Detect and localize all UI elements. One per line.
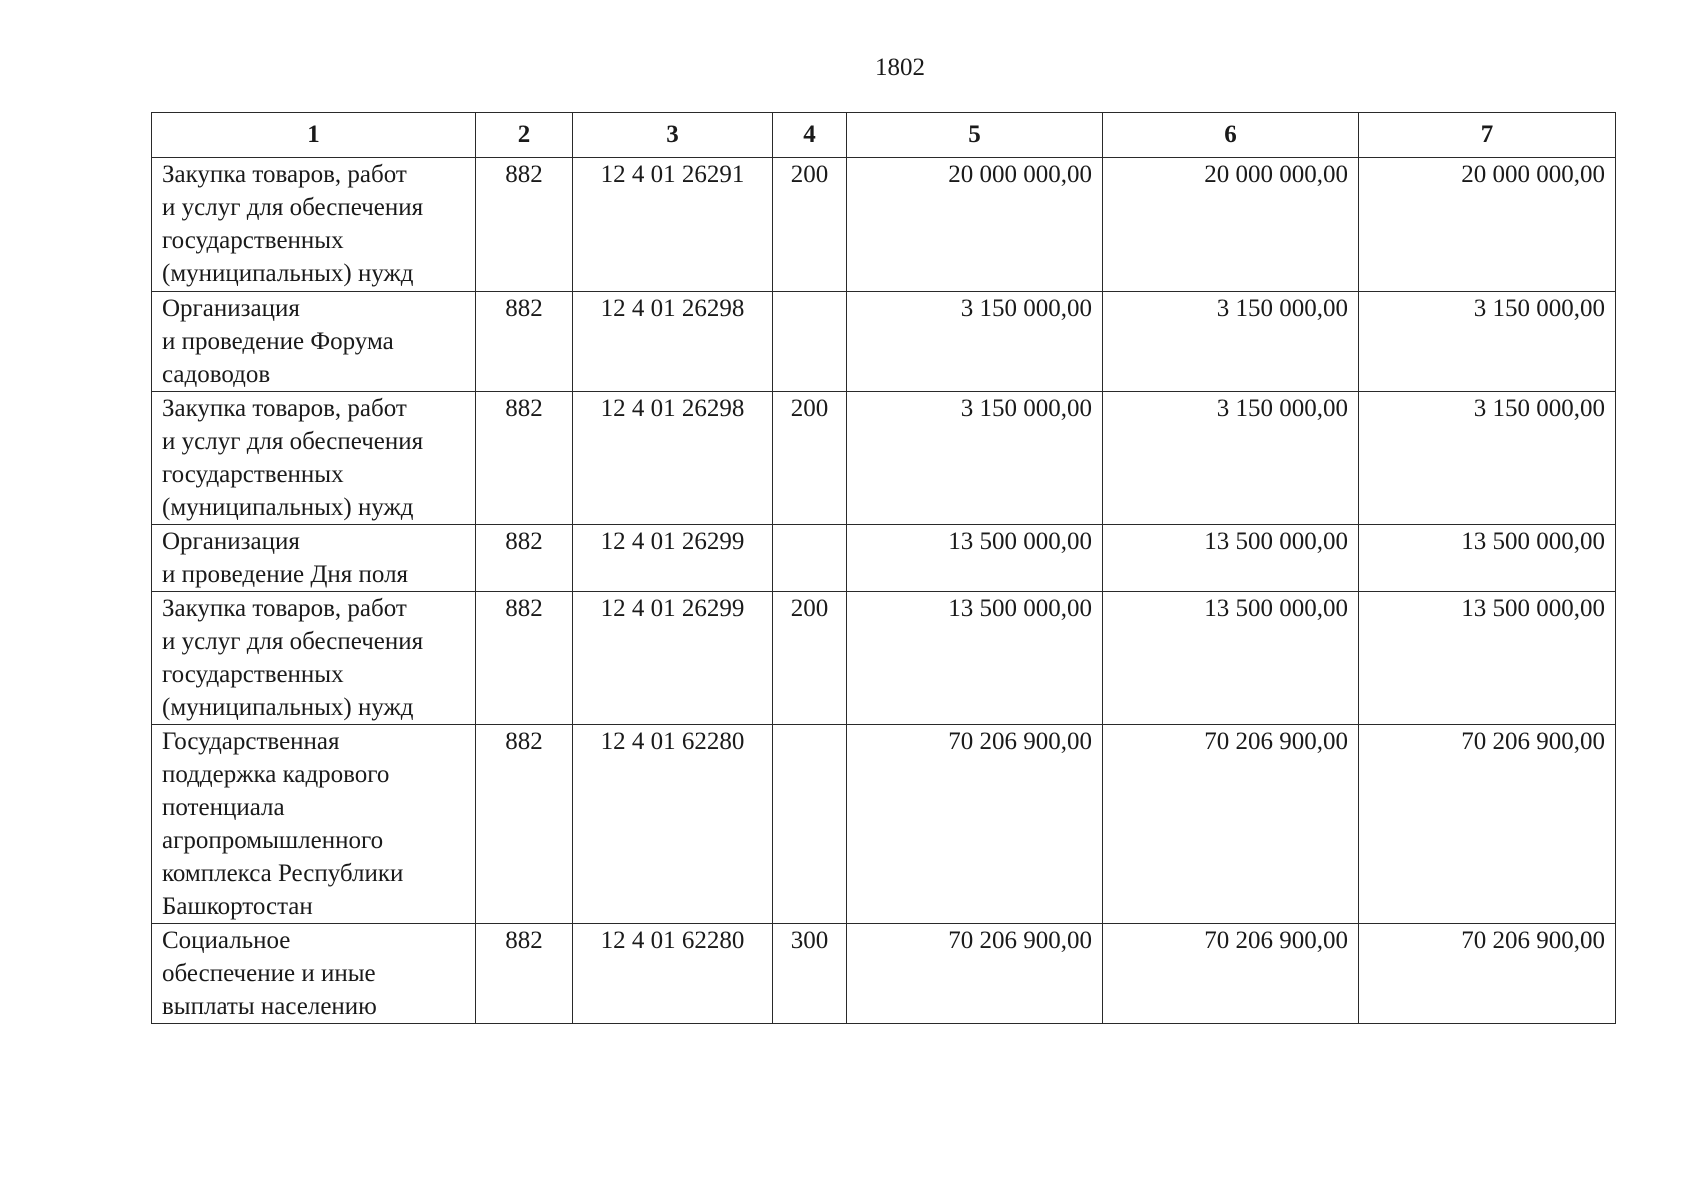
expense-type-cell: 200 <box>773 158 847 292</box>
column-header: 5 <box>847 113 1103 158</box>
table-row <box>152 525 1616 592</box>
description-line: Организация <box>162 295 300 322</box>
amount-year2-cell: 13 500 000,00 <box>1103 525 1359 592</box>
page-number: 1802 <box>875 54 925 81</box>
amount-year1-cell: 70 206 900,00 <box>847 725 1103 924</box>
description-line: Социальное <box>162 927 291 954</box>
description-line: государственных <box>162 227 344 254</box>
table-row <box>152 392 1616 525</box>
row-description <box>152 924 476 1024</box>
target-article-cell: 12 4 01 26291 <box>573 158 773 292</box>
description-line: (муниципальных) нужд <box>162 494 414 521</box>
column-header: 1 <box>152 113 476 158</box>
description-line: государственных <box>162 661 344 688</box>
description-line: Закупка товаров, работ <box>162 395 407 422</box>
row-description <box>152 592 476 725</box>
expense-type-cell <box>773 525 847 592</box>
ministry-code-cell: 882 <box>476 725 573 924</box>
table-row <box>152 292 1616 392</box>
amount-year2-cell: 70 206 900,00 <box>1103 725 1359 924</box>
ministry-code-cell: 882 <box>476 592 573 725</box>
description-line: Закупка товаров, работ <box>162 161 407 188</box>
amount-year2-cell: 3 150 000,00 <box>1103 292 1359 392</box>
amount-year3-cell: 13 500 000,00 <box>1359 525 1616 592</box>
description-line: и услуг для обеспечения <box>162 428 424 455</box>
amount-year3-cell: 70 206 900,00 <box>1359 725 1616 924</box>
target-article-cell: 12 4 01 26299 <box>573 592 773 725</box>
table-row <box>152 725 1616 924</box>
description-line: Башкортостан <box>162 893 313 920</box>
amount-year2-cell: 3 150 000,00 <box>1103 392 1359 525</box>
description-line: (муниципальных) нужд <box>162 260 414 287</box>
table-row <box>152 592 1616 725</box>
description-line: агропромышленного <box>162 827 384 854</box>
ministry-code-cell: 882 <box>476 924 573 1024</box>
amount-year1-cell: 13 500 000,00 <box>847 525 1103 592</box>
description-line: комплекса Республики <box>162 860 404 887</box>
description-line: (муниципальных) нужд <box>162 694 414 721</box>
row-description <box>152 158 476 292</box>
header-row <box>152 113 1616 158</box>
amount-year1-cell: 3 150 000,00 <box>847 392 1103 525</box>
description-line: потенциала <box>162 794 285 821</box>
target-article-cell: 12 4 01 26298 <box>573 292 773 392</box>
expense-type-cell <box>773 725 847 924</box>
description-line: обеспечение и иные <box>162 960 376 987</box>
target-article-cell: 12 4 01 62280 <box>573 924 773 1024</box>
budget-table <box>151 112 1616 1024</box>
amount-year2-cell: 13 500 000,00 <box>1103 592 1359 725</box>
ministry-code-cell: 882 <box>476 392 573 525</box>
row-description <box>152 292 476 392</box>
description-line: Государственная <box>162 728 340 755</box>
column-header: 7 <box>1359 113 1616 158</box>
amount-year1-cell: 70 206 900,00 <box>847 924 1103 1024</box>
description-line: садоводов <box>162 361 271 388</box>
description-line: выплаты населению <box>162 993 377 1020</box>
row-description <box>152 525 476 592</box>
column-header: 2 <box>476 113 573 158</box>
description-line: и проведение Дня поля <box>162 561 409 588</box>
target-article-cell: 12 4 01 26298 <box>573 392 773 525</box>
ministry-code-cell: 882 <box>476 525 573 592</box>
amount-year3-cell: 3 150 000,00 <box>1359 292 1616 392</box>
description-line: и услуг для обеспечения <box>162 628 424 655</box>
amount-year1-cell: 20 000 000,00 <box>847 158 1103 292</box>
row-description <box>152 725 476 924</box>
target-article-cell: 12 4 01 26299 <box>573 525 773 592</box>
amount-year2-cell: 70 206 900,00 <box>1103 924 1359 1024</box>
description-line: поддержка кадрового <box>162 761 390 788</box>
description-line: Закупка товаров, работ <box>162 595 407 622</box>
description-line: Организация <box>162 528 300 555</box>
expense-type-cell: 200 <box>773 392 847 525</box>
amount-year1-cell: 13 500 000,00 <box>847 592 1103 725</box>
description-line: и услуг для обеспечения <box>162 194 424 221</box>
amount-year3-cell: 20 000 000,00 <box>1359 158 1616 292</box>
target-article-cell: 12 4 01 62280 <box>573 725 773 924</box>
row-description <box>152 392 476 525</box>
amount-year3-cell: 70 206 900,00 <box>1359 924 1616 1024</box>
amount-year2-cell: 20 000 000,00 <box>1103 158 1359 292</box>
expense-type-cell: 300 <box>773 924 847 1024</box>
ministry-code-cell: 882 <box>476 158 573 292</box>
ministry-code-cell: 882 <box>476 292 573 392</box>
amount-year1-cell: 3 150 000,00 <box>847 292 1103 392</box>
amount-year3-cell: 3 150 000,00 <box>1359 392 1616 525</box>
column-header: 4 <box>773 113 847 158</box>
expense-type-cell: 200 <box>773 592 847 725</box>
table-row <box>152 158 1616 292</box>
description-line: государственных <box>162 461 344 488</box>
table-row <box>152 924 1616 1024</box>
description-line: и проведение Форума <box>162 328 394 355</box>
table-body <box>152 158 1616 1024</box>
amount-year3-cell: 13 500 000,00 <box>1359 592 1616 725</box>
expense-type-cell <box>773 292 847 392</box>
column-header: 3 <box>573 113 773 158</box>
column-header: 6 <box>1103 113 1359 158</box>
